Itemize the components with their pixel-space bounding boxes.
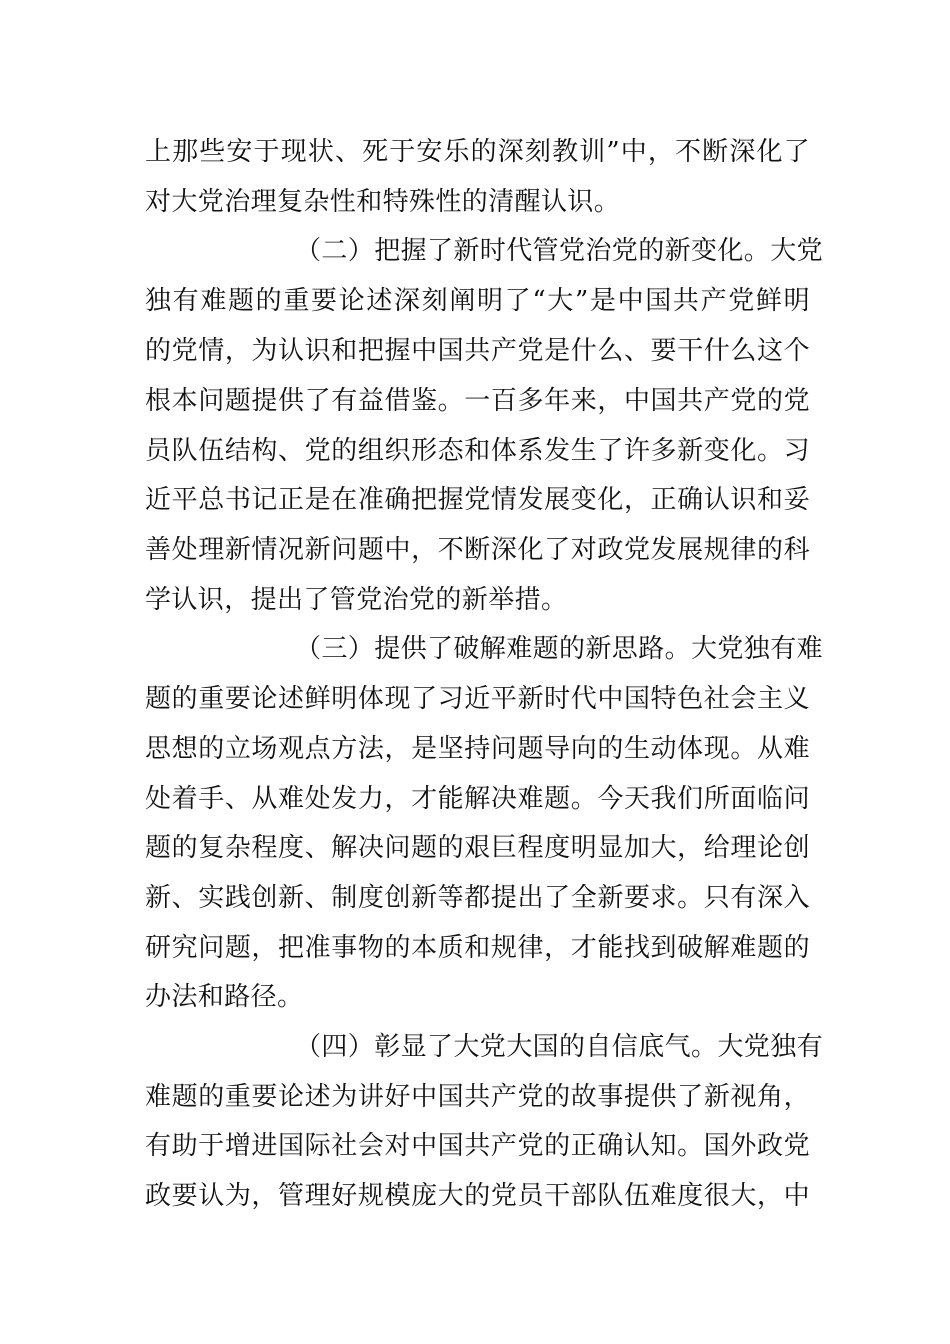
text-line: 善处理新情况新问题中，不断深化了对政党发展规律的科 <box>145 535 810 565</box>
text-line: 学认识，提出了管党治党的新举措。 <box>145 585 568 615</box>
section-heading-line: （二）把握了新时代管党治党的新变化。大党 <box>295 236 824 266</box>
text-line: 新、实践创新、制度创新等都提出了全新要求。只有深入 <box>145 883 810 913</box>
text-line: 上那些安于现状、死于安乐的深刻教训”中，不断深化了 <box>145 137 810 167</box>
text-line: 研究问题，把准事物的本质和规律，才能找到破解难题的 <box>145 933 810 963</box>
text-line: 思想的立场观点方法，是坚持问题导向的生动体现。从难 <box>145 734 810 764</box>
section-heading-line: （三）提供了破解难题的新思路。大党独有难 <box>295 634 824 664</box>
text-line: 有助于增进国际社会对中国共产党的正确认知。国外政党 <box>145 1131 810 1161</box>
text-line: 的党情，为认识和把握中国共产党是什么、要干什么这个 <box>145 336 810 366</box>
text-line: 员队伍结构、党的组织形态和体系发生了许多新变化。习 <box>145 436 810 466</box>
text-line: 根本问题提供了有益借鉴。一百多年来，中国共产党的党 <box>145 386 810 416</box>
text-line: 题的重要论述鲜明体现了习近平新时代中国特色社会主义 <box>145 684 810 714</box>
text-line: 近平总书记正是在准确把握党情发展变化，正确认识和妥 <box>145 485 810 515</box>
text-line: 政要认为，管理好规模庞大的党员干部队伍难度很大，中 <box>145 1181 810 1211</box>
text-line: 题的复杂程度、解决问题的艰巨程度明显加大，给理论创 <box>145 833 810 863</box>
text-line: 独有难题的重要论述深刻阐明了“大”是中国共产党鲜明 <box>145 286 810 316</box>
text-line: 难题的重要论述为讲好中国共产党的故事提供了新视角， <box>145 1082 810 1112</box>
text-line: 处着手、从难处发力，才能解决难题。今天我们所面临问 <box>145 784 810 814</box>
text-line: 办法和路径。 <box>145 982 304 1012</box>
section-heading-line: （四）彰显了大党大国的自信底气。大党独有 <box>295 1032 824 1062</box>
text-line: 对大党治理复杂性和特殊性的清醒认识。 <box>145 187 621 217</box>
